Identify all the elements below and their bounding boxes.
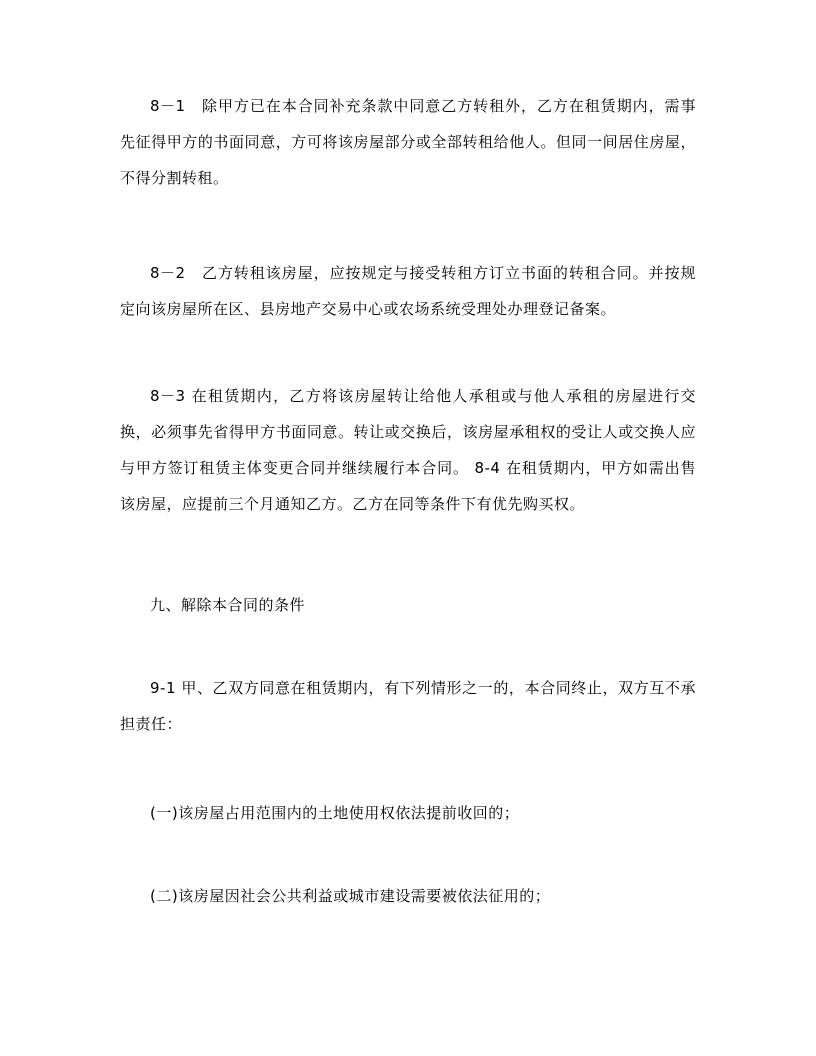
clause-8-3-paragraph: 8－3 在租赁期内，乙方将该房屋转让给他人承租或与他人承租的房屋进行交换，必须事先省得甲方书面同意。转让或交换后，该房屋承租权的受让人或交换人应与甲方签订租赁主体变更合同并继续履行本合同。 8-4 在租赁期内，甲方如需出售该房屋，应提前三个月通知乙方。乙方在同等条件下有优先购买权。	[120, 387, 696, 513]
section-9-heading: 九、解除本合同的条件	[150, 596, 306, 614]
clause-9-1-paragraph: 9-1 甲、乙双方同意在租赁期内，有下列情形之一的，本合同终止，双方互不承担责任：	[120, 679, 696, 733]
list-item-1: (一)该房屋占用范围内的土地使用权依法提前收回的；	[150, 804, 520, 822]
list-item-2: (二)该房屋因社会公共利益或城市建设需要被依法征用的；	[150, 887, 551, 905]
clause-8-1-paragraph: 8－1 除甲方已在本合同补充条款中同意乙方转租外，乙方在租赁期内，需事先征得甲方的书面同意，方可将该房屋部分或全部转租给他人。但同一间居住房屋，不得分割转租。	[120, 97, 696, 187]
clause-8-2-paragraph: 8－2 乙方转租该房屋，应按规定与接受转租方订立书面的转租合同。并按规定向该房屋所在区、县房地产交易中心或农场系统受理处办理登记备案。	[120, 264, 696, 318]
